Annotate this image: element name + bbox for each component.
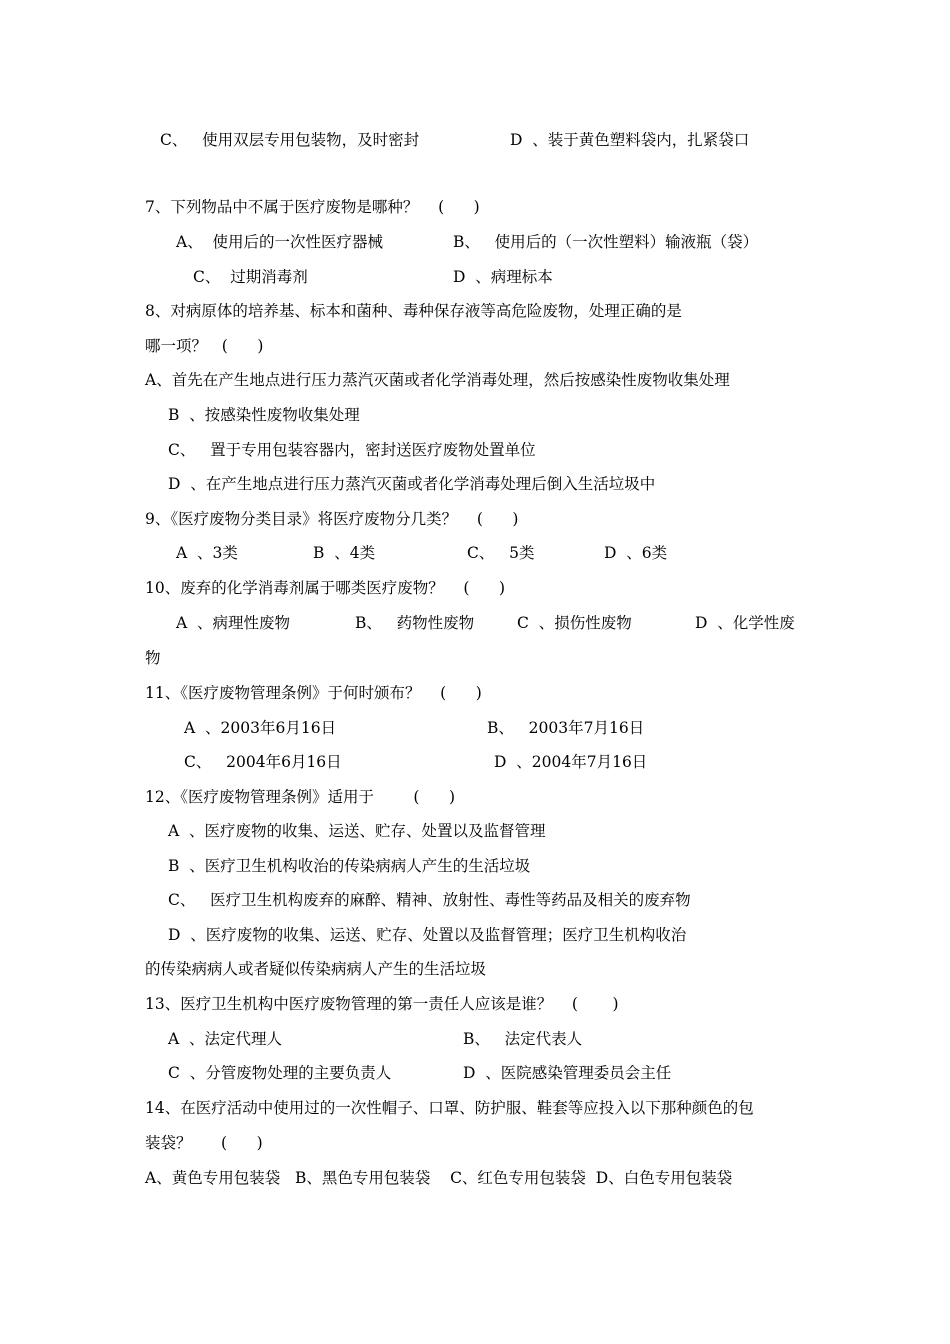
q13-option-a: A 、法定代理人 bbox=[168, 1030, 283, 1048]
q6-option-c: C、 使用双层专用包装物，及时密封 bbox=[160, 131, 420, 149]
question-14-cont: 装袋？ ( ) bbox=[145, 1134, 263, 1152]
question-14: 14、在医疗活动中使用过的一次性帽子、口罩、防护服、鞋套等应投入以下那种颜色的包 bbox=[145, 1099, 754, 1117]
q8-option-d: D 、在产生地点进行压力蒸汽灭菌或者化学消毒处理后倒入生活垃圾中 bbox=[168, 475, 656, 493]
q10-option-d: D 、化学性废 bbox=[695, 614, 795, 632]
q14-options: A、黄色专用包装袋 B、黑色专用包装袋 C、红色专用包装袋 D、白色专用包装袋 bbox=[145, 1169, 733, 1187]
q13-option-d: D 、医院感染管理委员会主任 bbox=[463, 1064, 672, 1082]
q11-option-d: D 、2004年7月16日 bbox=[494, 753, 648, 771]
q6-option-d: D 、装于黄色塑料袋内，扎紧袋口 bbox=[510, 131, 750, 149]
q7-option-d: D 、病理标本 bbox=[453, 268, 553, 286]
q8-option-b: B 、按感染性废物收集处理 bbox=[168, 406, 360, 424]
q8-option-a: A、首先在产生地点进行压力蒸汽灭菌或者化学消毒处理，然后按感染性废物收集处理 bbox=[145, 371, 730, 389]
question-9: 9、《医疗废物分类目录》将医疗废物分几类？ ( ) bbox=[145, 510, 519, 528]
q10-option-c: C 、损伤性废物 bbox=[517, 614, 632, 632]
q9-option-a: A 、3类 bbox=[176, 544, 238, 562]
q7-option-a: A、 使用后的一次性医疗器械 bbox=[176, 233, 384, 251]
question-8: 8、对病原体的培养基、标本和菌种、毒种保存液等高危险废物，处理正确的是 bbox=[145, 302, 682, 320]
q9-option-d: D 、6类 bbox=[604, 544, 668, 562]
question-8-cont: 哪一项？ ( ) bbox=[145, 337, 264, 355]
q10-option-b: B、 药物性废物 bbox=[355, 614, 475, 632]
question-7: 7、下列物品中不属于医疗废物是哪种？ ( ) bbox=[145, 198, 480, 216]
q13-option-c: C 、分管废物处理的主要负责人 bbox=[168, 1064, 392, 1082]
q8-option-c: C、 置于专用包装容器内，密封送医疗废物处置单位 bbox=[168, 441, 536, 459]
q13-option-b: B、 法定代表人 bbox=[463, 1030, 583, 1048]
q11-option-a: A 、2003年6月16日 bbox=[184, 719, 337, 737]
question-12: 12、《医疗废物管理条例》适用于 ( ) bbox=[145, 788, 456, 806]
q9-option-b: B 、4类 bbox=[313, 544, 376, 562]
q12-option-a: A 、医疗废物的收集、运送、贮存、处置以及监督管理 bbox=[168, 822, 546, 840]
q12-option-c: C、 医疗卫生机构废弃的麻醉、精神、放射性、毒性等药品及相关的废弃物 bbox=[168, 891, 691, 909]
q10-option-a: A 、病理性废物 bbox=[176, 614, 291, 632]
question-13: 13、医疗卫生机构中医疗废物管理的第一责任人应该是谁？ ( ) bbox=[145, 995, 619, 1013]
q11-option-b: B、 2003年7月16日 bbox=[487, 719, 645, 737]
question-11: 11、《医疗废物管理条例》于何时颁布？ ( ) bbox=[145, 684, 482, 702]
q7-option-c: C、 过期消毒剂 bbox=[193, 268, 308, 286]
q12-option-b: B 、医疗卫生机构收治的传染病病人产生的生活垃圾 bbox=[168, 857, 531, 875]
question-10: 10、废弃的化学消毒剂属于哪类医疗废物？ ( ) bbox=[145, 579, 506, 597]
q11-option-c: C、 2004年6月16日 bbox=[184, 753, 342, 771]
q10-option-d-cont: 物 bbox=[145, 649, 161, 667]
q12-option-d-cont: 的传染病病人或者疑似传染病病人产生的生活垃圾 bbox=[145, 960, 487, 978]
q9-option-c: C、 5类 bbox=[467, 544, 535, 562]
q7-option-b: B、 使用后的（一次性塑料）输液瓶（袋） bbox=[453, 233, 759, 251]
q12-option-d: D 、医疗废物的收集、运送、贮存、处置以及监督管理；医疗卫生机构收治 bbox=[168, 926, 687, 944]
